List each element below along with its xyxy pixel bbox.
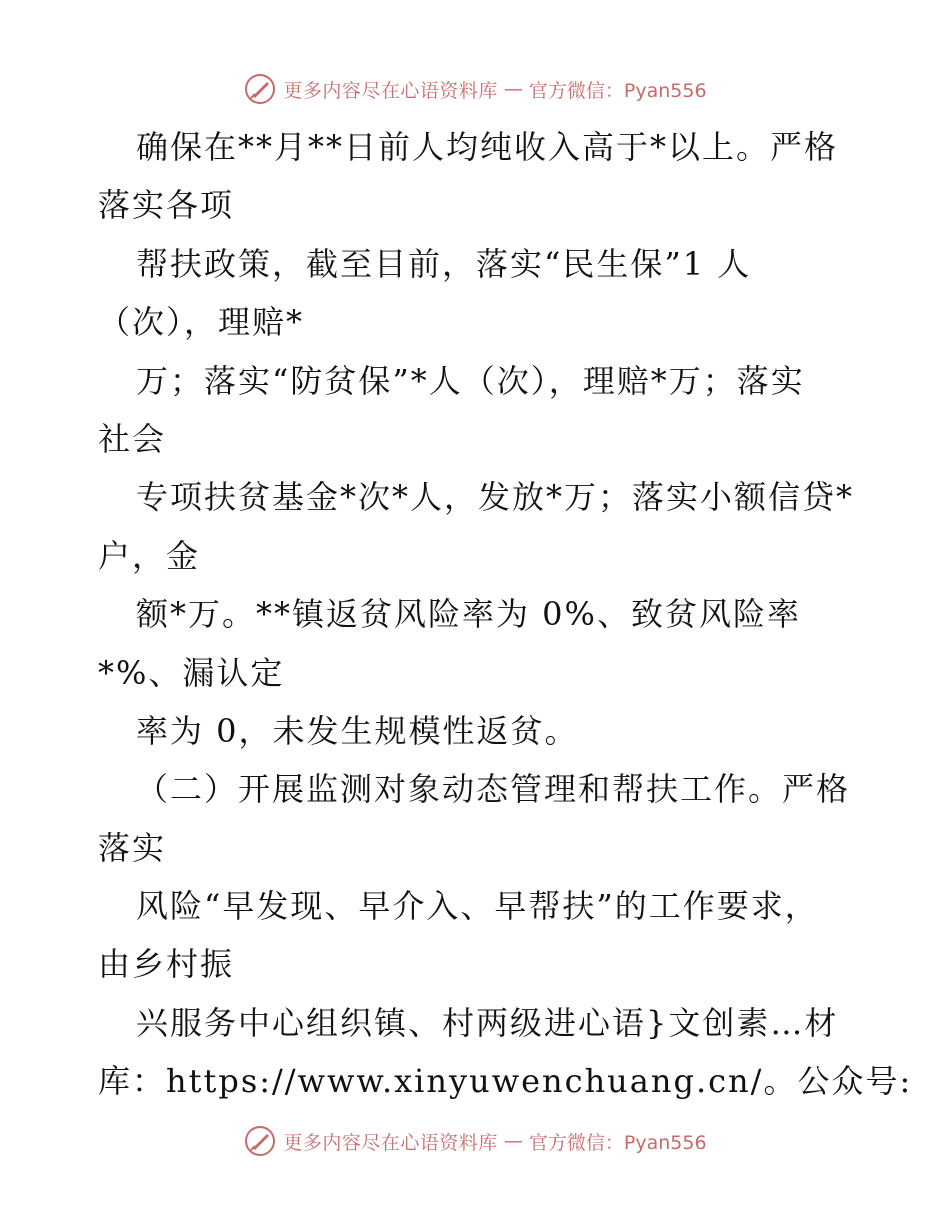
body-line: 兴服务中心组织镇、村两级进心语}文创素…材	[136, 1003, 839, 1042]
body-line: 社会	[98, 419, 167, 458]
document-body	[98, 118, 913, 1111]
feather-pen-logo-icon	[243, 1124, 277, 1158]
body-line: 帮扶政策，截至目前，落实“民生保”1 人	[136, 244, 752, 283]
body-line: 落实各项	[98, 186, 235, 225]
header-brand-text: 更多内容尽在心语资料库	[283, 79, 498, 102]
footer-watermark	[0, 1124, 950, 1158]
body-line: 由乡村振	[98, 945, 235, 984]
feather-pen-logo-icon	[243, 72, 277, 106]
header-wechat-text: 官方微信：Pyan556	[528, 79, 707, 102]
header-watermark	[0, 72, 950, 106]
header-dash: —	[503, 78, 523, 100]
body-line: *%、漏认定	[98, 653, 285, 692]
body-line: 风险“早发现、早介入、早帮扶”的工作要求，	[136, 887, 819, 926]
body-line: （次），理赔*	[98, 303, 305, 342]
body-line: 户，金	[98, 536, 201, 575]
body-line: 库：https://www.xinyuwenchuang.cn/。公众号:	[98, 1062, 913, 1101]
body-line: 额*万。**镇返贫风险率为 0%、致贫风险率	[136, 595, 801, 634]
body-line: 落实	[98, 828, 167, 867]
body-line: 万；落实“防贫保”*人（次），理赔*万；落实	[136, 361, 805, 400]
body-line: 率为 0，未发生规模性返贫。	[136, 711, 579, 750]
body-line: 专项扶贫基金*次*人，发放*万；落实小额信贷*	[136, 478, 855, 517]
body-line: 确保在**月**日前人均纯收入高于*以上。严格	[136, 128, 839, 166]
footer-wechat-text: 官方微信：Pyan556	[528, 1131, 707, 1154]
footer-brand-text: 更多内容尽在心语资料库	[283, 1131, 498, 1154]
body-line: （二）开展监测对象动态管理和帮扶工作。严格	[136, 770, 851, 809]
footer-dash: —	[503, 1130, 523, 1152]
